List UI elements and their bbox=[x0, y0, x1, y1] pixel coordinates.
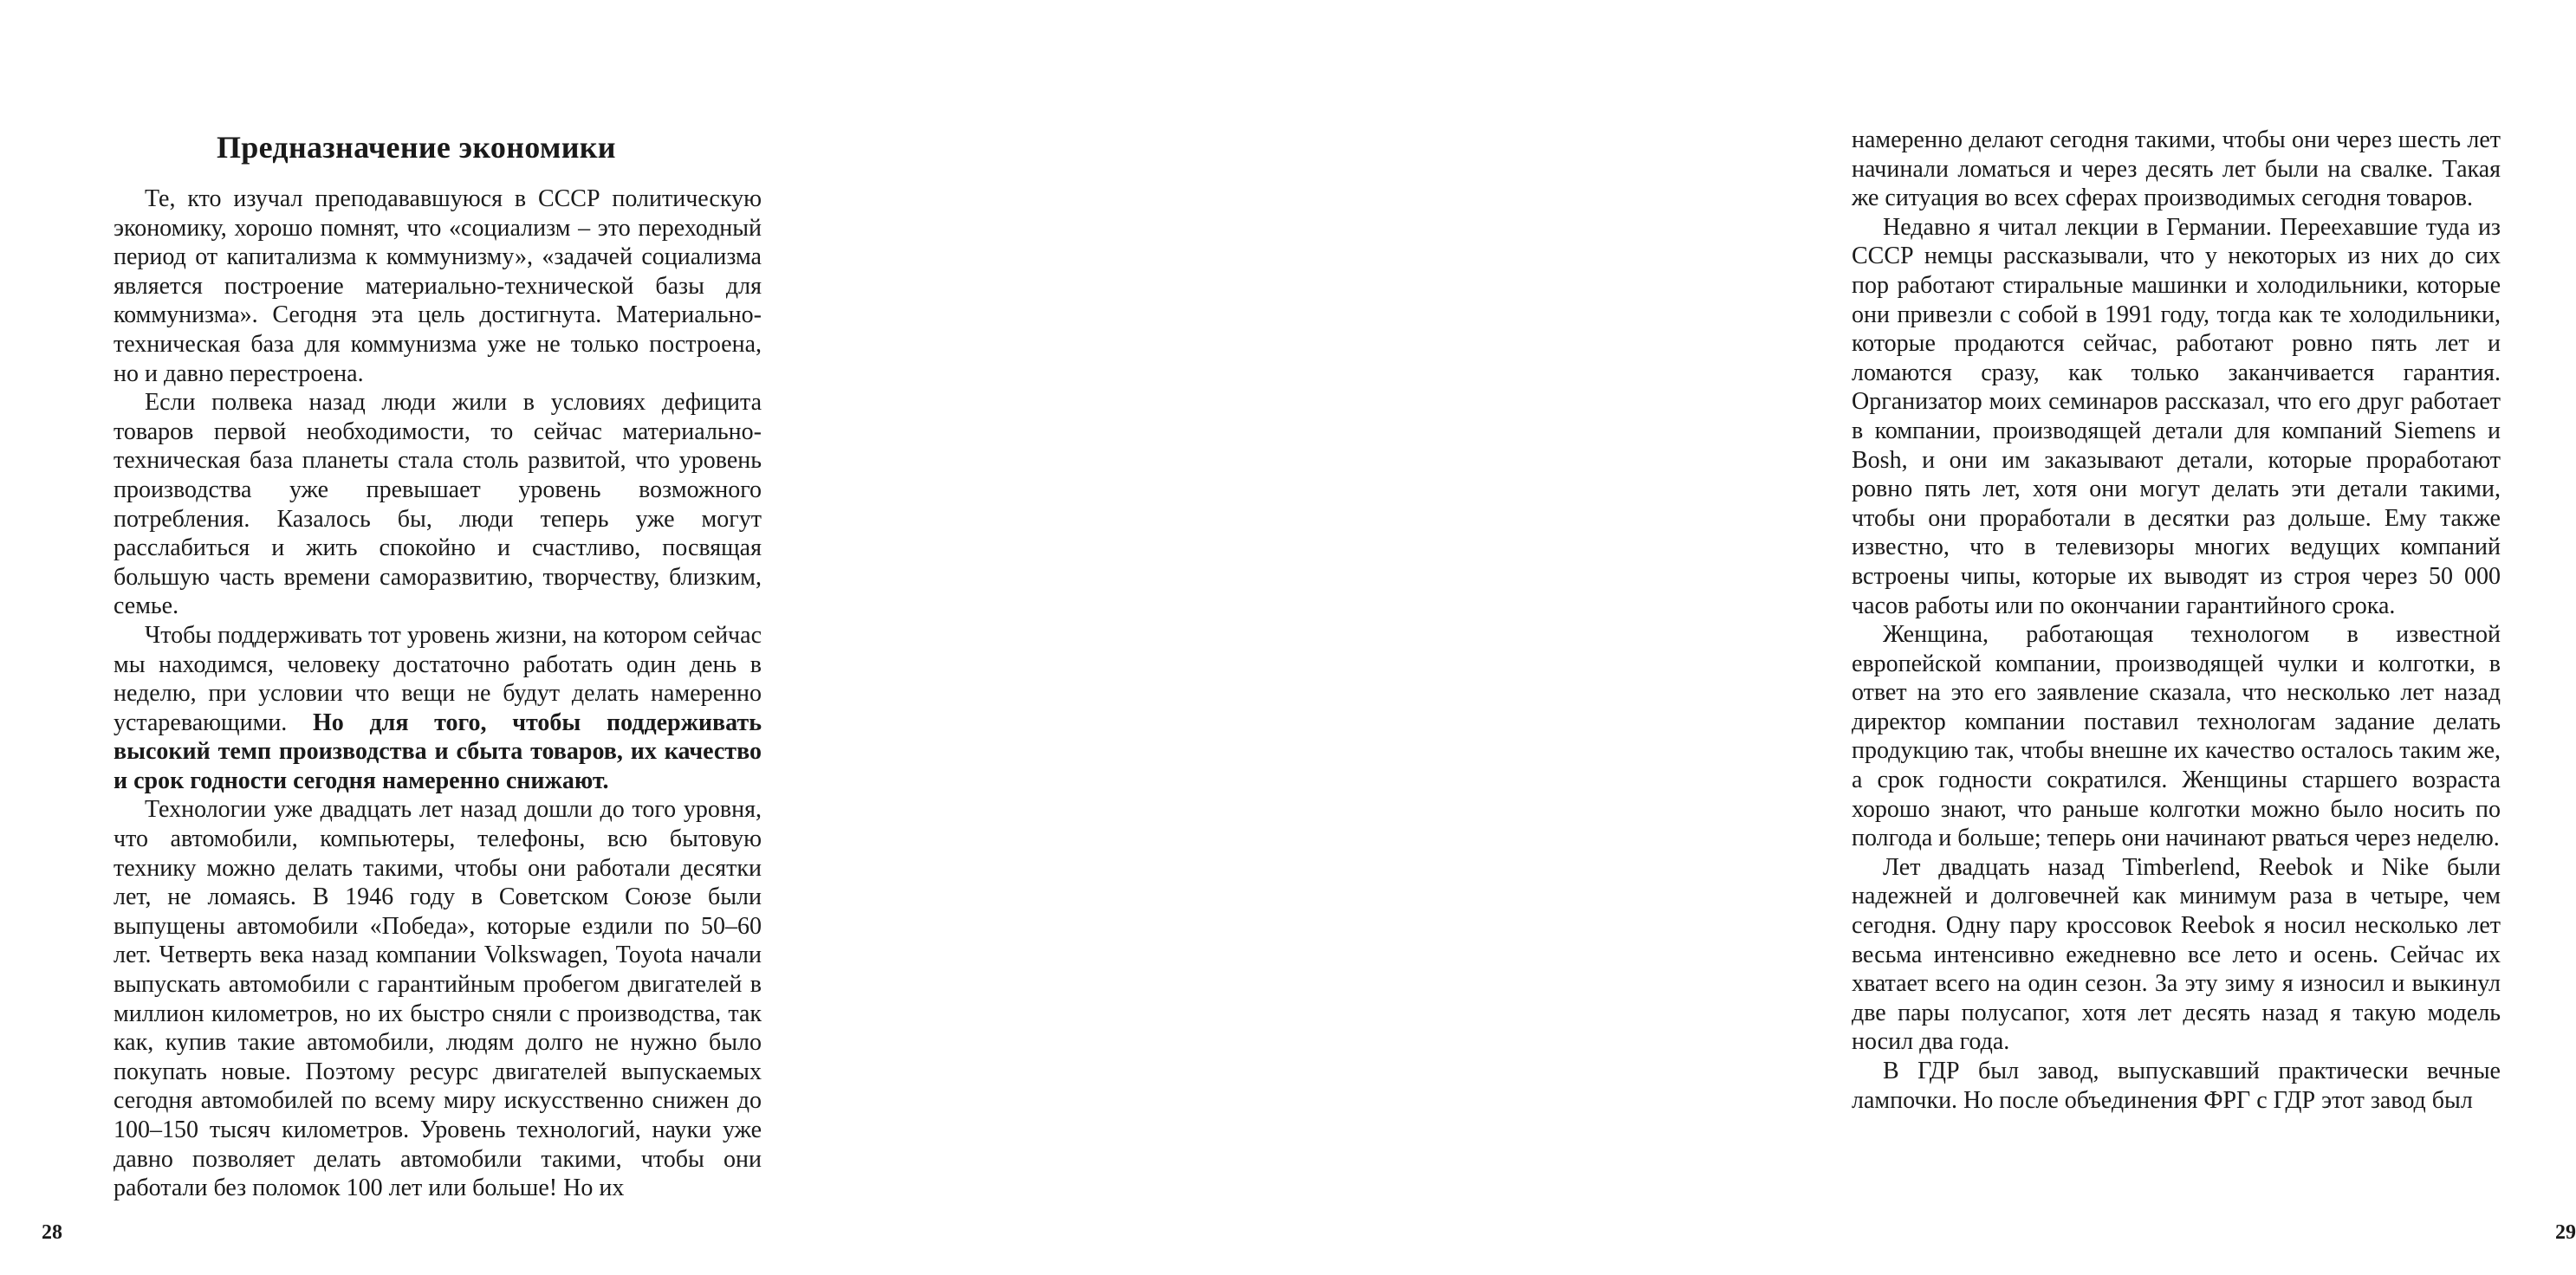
paragraph: Недавно я читал лекции в Германии. Переехавшие туда из СССР немцы рассказывали, что у некоторых из них до сих пор работают стиральные машинки и холодильники, которые они привезли с собой в 1991 году, тогда как те холодильники, которые продаются сейчас, работают ровно пять лет и ломаются сразу, как только заканчивается гарантия. Организатор моих семинаров рассказал, что его друг работает в компании, производящей детали для компаний Siemens и Bosh, и они им заказывают детали, которые проработают ровно пять лет, хотя они могут делать эти детали такими, чтобы они проработали в десятки раз дольше. Ему также известно, что в телевизоры многих ведущих компаний встроены чипы, которые их выводят из строя через 50 000 часов работы или по окончании гарантийного срока. bbox=[1852, 213, 2501, 619]
chapter-title: Предназначение экономики bbox=[217, 130, 616, 165]
page-number-left: 28 bbox=[42, 1221, 62, 1244]
paragraph: Женщина, работающая технологом в известной европейской компании, производящей чулки и колготки, в ответ на это его заявление сказала, что несколько лет назад директор компании поставил технологам задание делать продукцию так, чтобы внешне их качество осталось таким же, а срок годности сократился. Женщины старшего возраста хорошо знают, что раньше колготки можно было носить по полгода и больше; теперь они начинают рваться через неделю. bbox=[1852, 621, 2501, 852]
paragraph-text: Чтобы поддерживать тот уровень жизни, на котором сейчас мы находимся, человеку достаточно работать один день в неделю, при условии что вещи не будут делать намеренно устаревающими. bbox=[114, 621, 762, 736]
right-page bbox=[866, 0, 2576, 1275]
paragraph: Если полвека назад люди жили в условиях дефицита товаров первой необходимости, то сейчас материально-техническая база планеты стала столь развитой, что уровень производства уже превышает уровень возможного потребления. Казалось бы, люди теперь уже могут расслабиться и жить спокойно и счастливо, посвящая большую часть времени саморазвитию, творчеству, близким, семье. bbox=[114, 389, 762, 620]
left-page bbox=[0, 0, 866, 1275]
paragraph: Технологии уже двадцать лет назад дошли до того уровня, что автомобили, компьютеры, телефоны, всю бытовую технику можно делать такими, чтобы они работали десятки лет, не ломаясь. В 1946 году в Советском Союзе были выпущены автомобили «Победа», которые ездили по 50–60 лет. Четверть века назад компании Volkswagen, Toyota начали выпускать автомобили с гарантийным пробегом двигателей в миллион километров, но их быстро сняли с производства, так как, купив такие автомобили, людям долго не нужно было покупать новые. Поэтому ресурс двигателей выпускаемых сегодня автомобилей по всему миру искусственно снижен до 100–150 тысяч километров. Уровень технологий, науки уже давно позволяет делать автомобили такими, чтобы они работали без поломок 100 лет или больше! Но их bbox=[114, 796, 762, 1202]
paragraph: Те, кто изучал преподававшуюся в СССР политическую экономику, хорошо помнят, что «социализм – это переходный период от капитализма к коммунизму», «задачей социализма является построение материально-технической базы для коммунизма». Сегодня эта цель достигнута. Материально-техническая база для коммунизма уже не только построена, но и давно перестроена. bbox=[114, 185, 762, 387]
page-number-right: 29 bbox=[2555, 1221, 2576, 1244]
paragraph-continuation: намеренно делают сегодня такими, чтобы они через шесть лет начинали ломаться и через десять лет были на свалке. Такая же ситуация во всех сферах производимых сегодня товаров. bbox=[1852, 126, 2501, 212]
paragraph: Лет двадцать назад Timberlend, Reebok и Nike были надежней и долговечней как минимум раза в четыре, чем сегодня. Одну пару кроссовок Reebok я носил несколько лет весьма интенсивно ежедневно все лето и осень. Сейчас их хватает всего на один сезон. За эту зиму я износил и выкинул две пары полусапог, хотя лет десять назад я такую модель носил два года. bbox=[1852, 853, 2501, 1056]
paragraph bbox=[114, 621, 762, 796]
bold-emphasis: Но для того, чтобы поддерживать высокий темп производства и сбыта товаров, их качество и срок годности сегодня намеренно снижают. bbox=[114, 709, 762, 794]
right-page-text bbox=[1852, 126, 2501, 1115]
left-page-text bbox=[114, 184, 762, 1203]
paragraph: В ГДР был завод, выпускавший практически вечные лампочки. Но после объединения ФРГ с ГДР этот завод был bbox=[1852, 1058, 2501, 1114]
